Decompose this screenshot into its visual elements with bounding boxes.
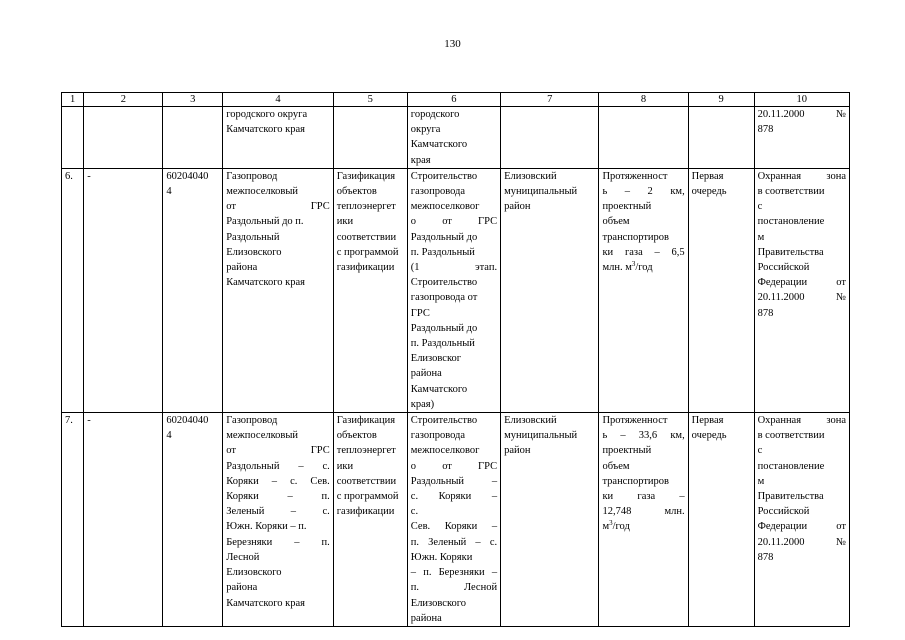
header-cell: 10 xyxy=(754,93,849,107)
cell-num: 6. xyxy=(62,168,84,412)
cell-object: Газопровод межпоселковый от ГРС Раздольный до п. Раздольный Елизовского района Камчатского края xyxy=(223,168,334,412)
header-cell: 8 xyxy=(599,93,688,107)
cell-dash xyxy=(84,107,163,169)
cell-location xyxy=(501,107,599,169)
header-cell: 4 xyxy=(223,93,334,107)
text-line: Камчатского xyxy=(410,139,468,151)
cell-zones xyxy=(754,107,849,169)
cell-purpose xyxy=(333,107,407,169)
table-row-7 xyxy=(62,413,850,627)
cell-num xyxy=(62,107,84,169)
cell-zones: Охранная зона в соответствии с постановление м Правительства Российской Федерации от 20.11.2000 № 878 xyxy=(754,413,849,627)
cell-num: 7. xyxy=(62,413,84,627)
text-line: округа xyxy=(410,124,441,136)
table-row-6 xyxy=(62,168,850,412)
cell-description xyxy=(407,107,500,169)
cell-zones: Охранная зона в соответствии с постановление м Правительства Российской Федерации от 20.11.2000 № 878 xyxy=(754,168,849,412)
cell-characteristics: Протяженност ь – 33,6 км, проектный объем транспортиров ки газа – 12,748 млн. $м^3$/год xyxy=(599,413,688,627)
cell-object xyxy=(223,107,334,169)
table-row-continuation xyxy=(62,107,850,169)
cell-description: Строительство газопровода межпоселковог о от ГРС Раздольный – с. Коряки – с. Сев. Коряки – п. Зеленый – с. Южн. Коряки – п. Березняки – п. Лесной Елизовского района xyxy=(407,413,500,627)
cell-characteristics xyxy=(599,107,688,169)
cell-dash: - xyxy=(84,168,163,412)
header-cell: 5 xyxy=(333,93,407,107)
page-number: 130 xyxy=(444,38,461,50)
header-cell: 6 xyxy=(407,93,500,107)
cell-code: 60204040 4 xyxy=(163,168,223,412)
cell-object: Газопровод межпоселковый от ГРС Раздольный – с. Коряки – с. Сев. Коряки – п. Зеленый – с. Южн. Коряки – п. Березняки – п. Лесной Елизовского района Камчатского края xyxy=(223,413,334,627)
header-cell: 3 xyxy=(163,93,223,107)
cell-priority: Первая очередь xyxy=(688,413,754,627)
header-cell: 9 xyxy=(688,93,754,107)
cell-purpose: Газификация объектов теплоэнергет ики соответствии с программой газификации xyxy=(333,168,407,412)
cell-dash: - xyxy=(84,413,163,627)
cell-location: Елизовский муниципальный район xyxy=(501,413,599,627)
header-cell: 1 xyxy=(62,93,84,107)
cell-characteristics: Протяженност ь – 2 км, проектный объем транспортиров ки газа – 6,5 млн. $м^3$/год xyxy=(599,168,688,412)
cell-description: Строительство газопровода межпоселковог о от ГРС Раздольный до п. Раздольный (1 этап. Строительство газопровода от ГРС Раздольный до п. Раздольный Елизовског района Камчатского края) xyxy=(407,168,500,412)
table-header-row xyxy=(62,93,850,107)
cell-priority: Первая очередь xyxy=(688,168,754,412)
cell-purpose: Газификация объектов теплоэнергет ики соответствии с программой газификации xyxy=(333,413,407,627)
cell-priority xyxy=(688,107,754,169)
cell-location: Елизовский муниципальный район xyxy=(501,168,599,412)
header-cell: 2 xyxy=(84,93,163,107)
text-line: Камчатского края xyxy=(226,124,306,136)
cell-code xyxy=(163,107,223,169)
text-line: края xyxy=(410,154,431,166)
cell-code: 60204040 4 xyxy=(163,413,223,627)
text-line: 20.11.2000 № xyxy=(757,109,846,120)
header-cell: 7 xyxy=(501,93,599,107)
document-table xyxy=(61,92,850,627)
text-line: 878 xyxy=(757,124,774,136)
text-line: городского округа xyxy=(226,109,308,120)
text-line: городского xyxy=(410,109,460,120)
